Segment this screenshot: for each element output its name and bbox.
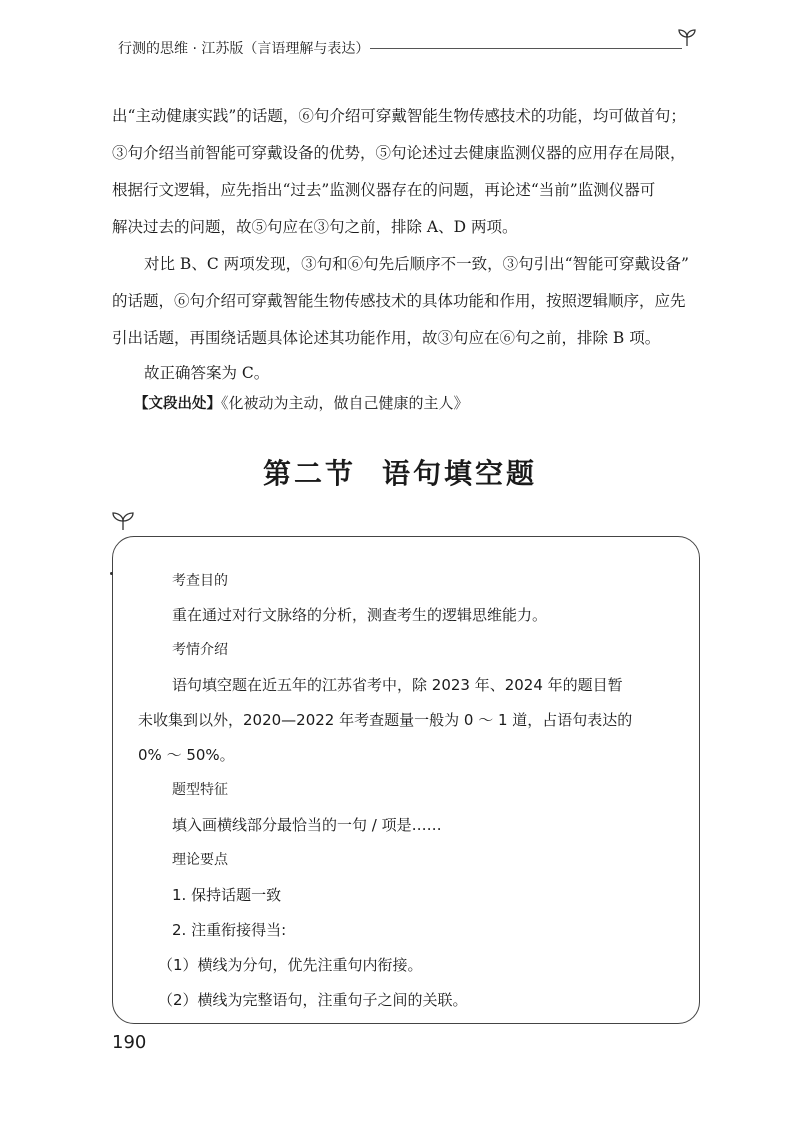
header-rule (370, 48, 682, 49)
text-line: 对比 B、C 两项发现，③句和⑥句先后顺序不一致，③句引出“智能可穿戴设备” (144, 255, 689, 273)
box-text: （1）横线为分句，优先注重句内衔接。 (158, 956, 423, 974)
sprout-icon (676, 26, 698, 48)
box-text: 填入画横线部分最恰当的一句 / 项是…… (172, 816, 442, 834)
box-text: 语句填空题在近五年的江苏省考中，除 2023 年、2024 年的题目暂 (172, 676, 623, 694)
source-title: 《化被动为主动，做自己健康的主人》 (221, 394, 469, 412)
box-text: 重在通过对行文脉络的分析，测查考生的逻辑思维能力。 (172, 606, 548, 624)
section-number: 第二节 (262, 457, 356, 490)
text-line: 出“主动健康实践”的话题，⑥句介绍可穿戴智能生物传感技术的功能，均可做首句； (112, 107, 686, 125)
box-heading: 理论要点 (172, 852, 228, 868)
explanation-text (112, 104, 712, 424)
box-text: 未收集到以外，2020—2022 年考查题量一般为 0 ～ 1 道，占语句表达的 (138, 711, 633, 729)
text-line: 引出话题，再围绕话题具体论述其功能作用，故③句应在⑥句之前，排除 B 项。 (112, 329, 661, 347)
source-line (134, 392, 469, 413)
box-heading: 考情介绍 (172, 642, 228, 658)
box-text: 2. 注重衔接得当: (172, 921, 287, 939)
box-heading: 题型特征 (172, 782, 228, 798)
text-line: ③句介绍当前智能可穿戴设备的优势，⑤句论述过去健康监测仪器的应用存在局限， (112, 144, 686, 162)
page-number: 190 (112, 1032, 147, 1053)
bullet-dot (110, 572, 113, 575)
box-text: 1. 保持话题一致 (172, 886, 282, 904)
box-text: （2）横线为完整语句，注重句子之间的关联。 (158, 991, 468, 1009)
section-name: 语句填空题 (382, 457, 538, 490)
answer-line: 故正确答案为 C。 (144, 364, 270, 382)
running-header: 行测的思维 · 江苏版（言语理解与表达） (118, 41, 370, 57)
text-line: 根据行文逻辑，应先指出“过去”监测仪器存在的问题，再论述“当前”监测仪器可 (112, 181, 656, 199)
text-line: 解决过去的问题，故⑤句应在③句之前，排除 A、D 两项。 (112, 218, 518, 236)
source-label: 【文段出处】 (134, 396, 221, 412)
sprout-icon (110, 508, 136, 532)
box-heading: 考查目的 (172, 573, 228, 589)
section-title (0, 452, 800, 492)
text-line: 的话题，⑥句介绍可穿戴智能生物传感技术的具体功能和作用，按照逻辑顺序，应先 (112, 292, 686, 310)
box-text: 0% ～ 50%。 (138, 746, 235, 764)
